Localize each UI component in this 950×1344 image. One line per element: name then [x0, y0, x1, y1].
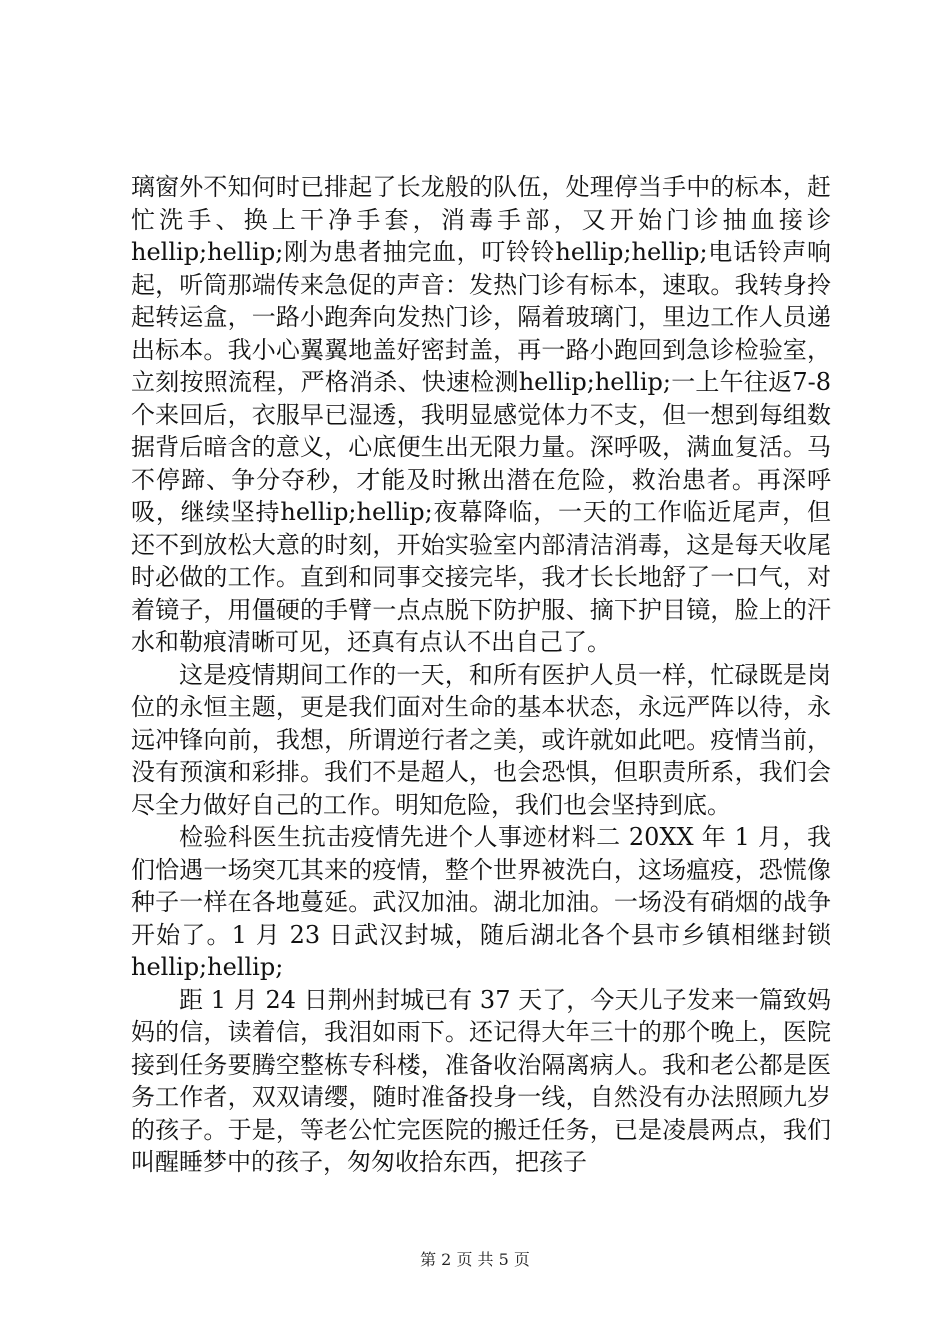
paragraph: 距 1 月 24 日荆州封城已有 37 天了，今天儿子发来一篇致妈妈的信，读着信，我泪如雨下。还记得大年三十的那个晚上，医院接到任务要腾空整栋专科楼，准备收治隔离病人。我和老公都是医务工作者，双双请缨，随时准备投身一线，自然没有办法照顾九岁的孩子。于是，等老公忙完医院的搬迁任务，已是凌晨两点，我们叫醒睡梦中的孩子，匆匆收拾东西，把孩子	[131, 985, 831, 1176]
paragraph: 这是疫情期间工作的一天，和所有医护人员一样，忙碌既是岗位的永恒主题，更是我们面对生命的基本状态，永远严阵以待，永远冲锋向前，我想，所谓逆行者之美，或许就如此吧。疫情当前，没有预演和彩排。我们不是超人，也会恐惧，但职责所系，我们会尽全力做好自己的工作。明知危险，我们也会坚持到底。	[131, 660, 831, 819]
paragraph: 检验科医生抗击疫情先进个人事迹材料二 20XX 年 1 月，我们恰遇一场突兀其来的疫情，整个世界被洗白，这场瘟疫，恐慌像种子一样在各地蔓延。武汉加油。湖北加油。一场没有硝烟的战争开始了。1 月 23 日武汉封城，随后湖北各个县市乡镇相继封锁hellip;hellip;	[131, 823, 831, 981]
page-number-footer: 第 2 页 共 5 页	[420, 1250, 530, 1269]
document-body	[131, 171, 831, 1179]
paragraph: 璃窗外不知何时已排起了长龙般的队伍，处理停当手中的标本，赶忙洗手、换上干净手套，消毒手部，又开始门诊抽血接诊hellip;hellip;刚为患者抽完血，叮铃铃hellip;hellip;电话铃声响起，听筒那端传来急促的声音：发热门诊有标本，速取。我转身拎起转运盒，一路小跑奔向发热门诊，隔着玻璃门，里边工作人员递出标本。我小心翼翼地盖好密封盖，再一路小跑回到急诊检验室，立刻按照流程，严格消杀、快速检测hellip;hellip;一上午往返7-8个来回后，衣服早已湿透，我明显感觉体力不支，但一想到每组数据背后暗含的意义，心底便生出无限力量。深呼吸，满血复活。马不停蹄、争分夺秒，才能及时揪出潜在危险，救治患者。再深呼吸，继续坚持hellip;hellip;夜幕降临，一天的工作临近尾声，但还不到放松大意的时刻，开始实验室内部清洁消毒，这是每天收尾时必做的工作。直到和同事交接完毕，我才长长地舒了一口气，对着镜子，用僵硬的手臂一点点脱下防护服、摘下护目镜，脸上的汗水和勒痕清晰可见，还真有点认不出自己了。	[131, 173, 831, 656]
